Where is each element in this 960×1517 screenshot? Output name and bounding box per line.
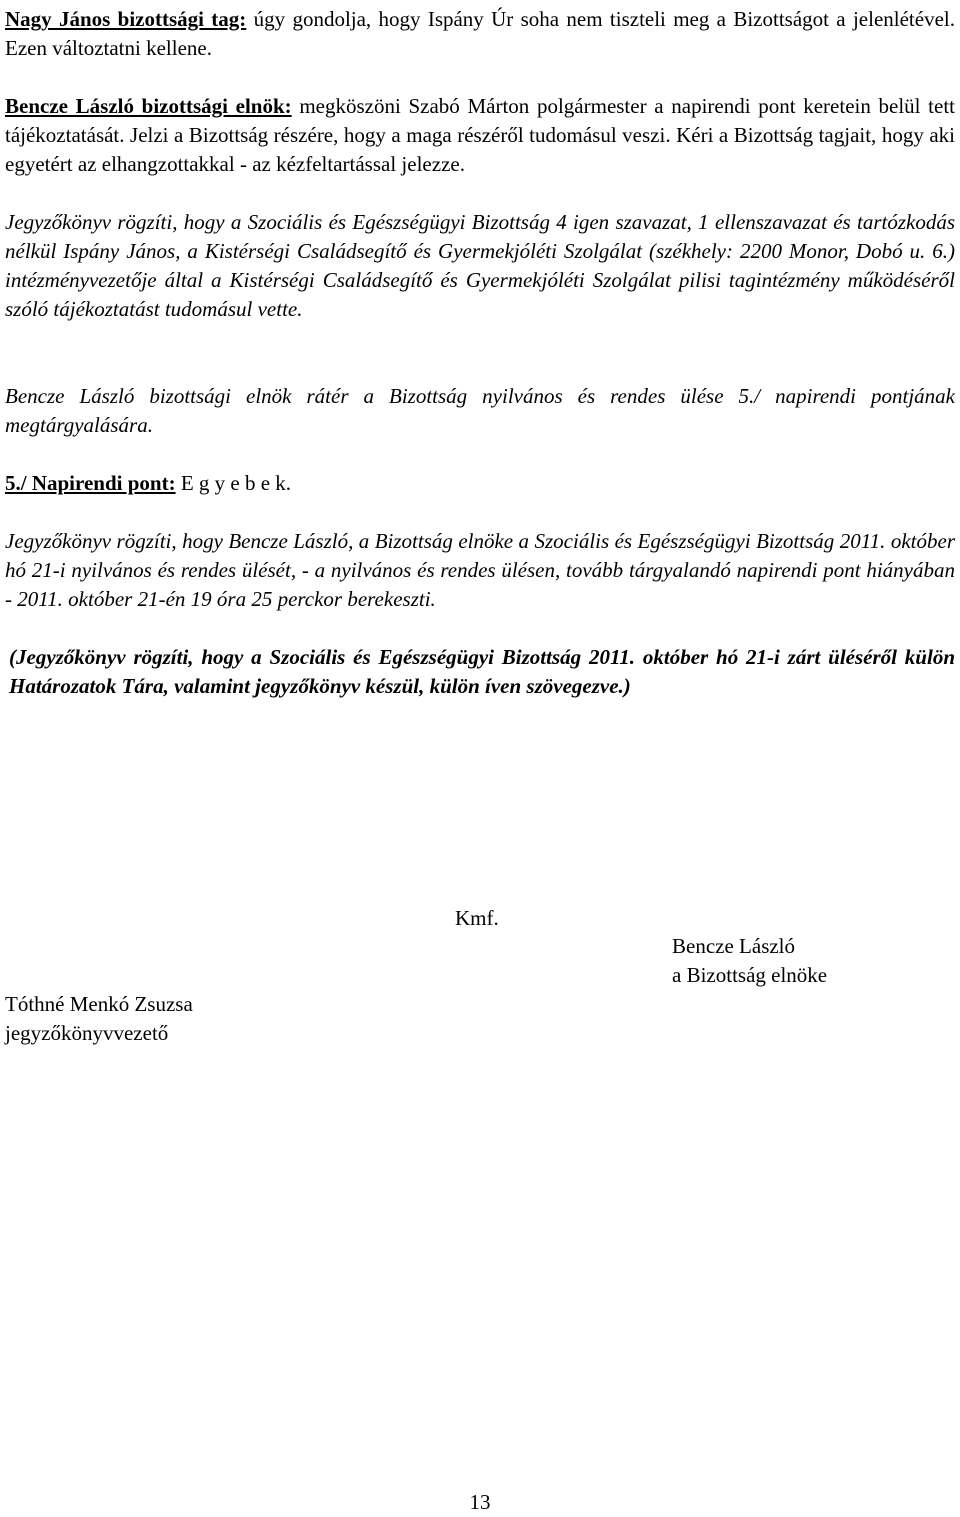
speaker-label: Bencze László bizottsági elnök: xyxy=(5,94,292,118)
recorder-signature-block xyxy=(5,990,193,1048)
paragraph-minutes-record-vote: Jegyzőkönyv rögzíti, hogy a Szociális és Egészségügyi Bizottság 4 igen szavazat, 1 ellenszavazat és tartózkodás nélkül Ispány János, a Kistérségi Családsegítő és Gyermekjóléti Szolgálat (székhely: 2200 Monor, Dobó u. 6.) intézményvezetője által a Kistérségi Családsegítő és Gyermekjóléti Szolgálat pilisi tagintézmény működéséről szóló tájékoztatást tudomásul vette. xyxy=(5,210,955,321)
recorder-title: jegyzőkönyvvezető xyxy=(5,1021,169,1045)
paragraph-text: megköszöni Szabó Márton polgármester a napirendi pont keretein belül tett tájékoztatását. Jelzi a Bizottság részére, hogy a maga részéről tudomásul veszi. Kéri a Bizottság tagjait, hogy aki egyetért az elhangzottakkal - az kézfeltartással jelezze. xyxy=(5,94,955,176)
agenda-item-label: 5./ Napirendi pont: xyxy=(5,471,176,495)
speaker-label: Nagy János bizottsági tag: xyxy=(5,7,247,31)
paragraph-closed-session-note: (Jegyzőkönyv rögzíti, hogy a Szociális és Egészségügyi Bizottság 2011. október hó 21-i zárt üléséről külön Határozatok Tára, valamint jegyzőkönyv készül, külön íven szövegezve.) xyxy=(9,645,955,698)
chair-title: a Bizottság elnöke xyxy=(672,963,828,987)
paragraph-meeting-closure: Jegyzőkönyv rögzíti, hogy Bencze László, a Bizottság elnöke a Szociális és Egészségügyi Bizottság 2011. október hó 21-i nyilvános és rendes ülését, - a nyilvános és rendes ülésen, tovább tárgyalandó napirendi pont hiányában - 2011. október 21-én 19 óra 25 perckor berekeszti. xyxy=(5,529,955,611)
paragraph-text: úgy gondolja, hogy Ispány Úr soha nem tiszteli meg a Bizottságot a jelenlétével. Ezen változtatni kellene. xyxy=(5,7,955,60)
kmf-label: Kmf. xyxy=(455,906,499,930)
paragraph-nagy-janos xyxy=(5,5,955,63)
document-body xyxy=(5,5,955,701)
paragraph-next-agenda-item: Bencze László bizottsági elnök rátér a Bizottság nyilvános és rendes ülése 5./ napirendi pontjának megtárgyalására. xyxy=(5,384,955,437)
chair-signature-block xyxy=(672,932,827,990)
agenda-item-title: E g y e b e k. xyxy=(175,471,292,495)
page-number: 13 xyxy=(469,1490,491,1514)
chair-name: Bencze László xyxy=(672,934,796,958)
paragraph-bencze-laszlo xyxy=(5,92,955,179)
agenda-item-heading xyxy=(5,469,955,498)
recorder-name: Tóthné Menkó Zsuzsa xyxy=(5,992,193,1016)
